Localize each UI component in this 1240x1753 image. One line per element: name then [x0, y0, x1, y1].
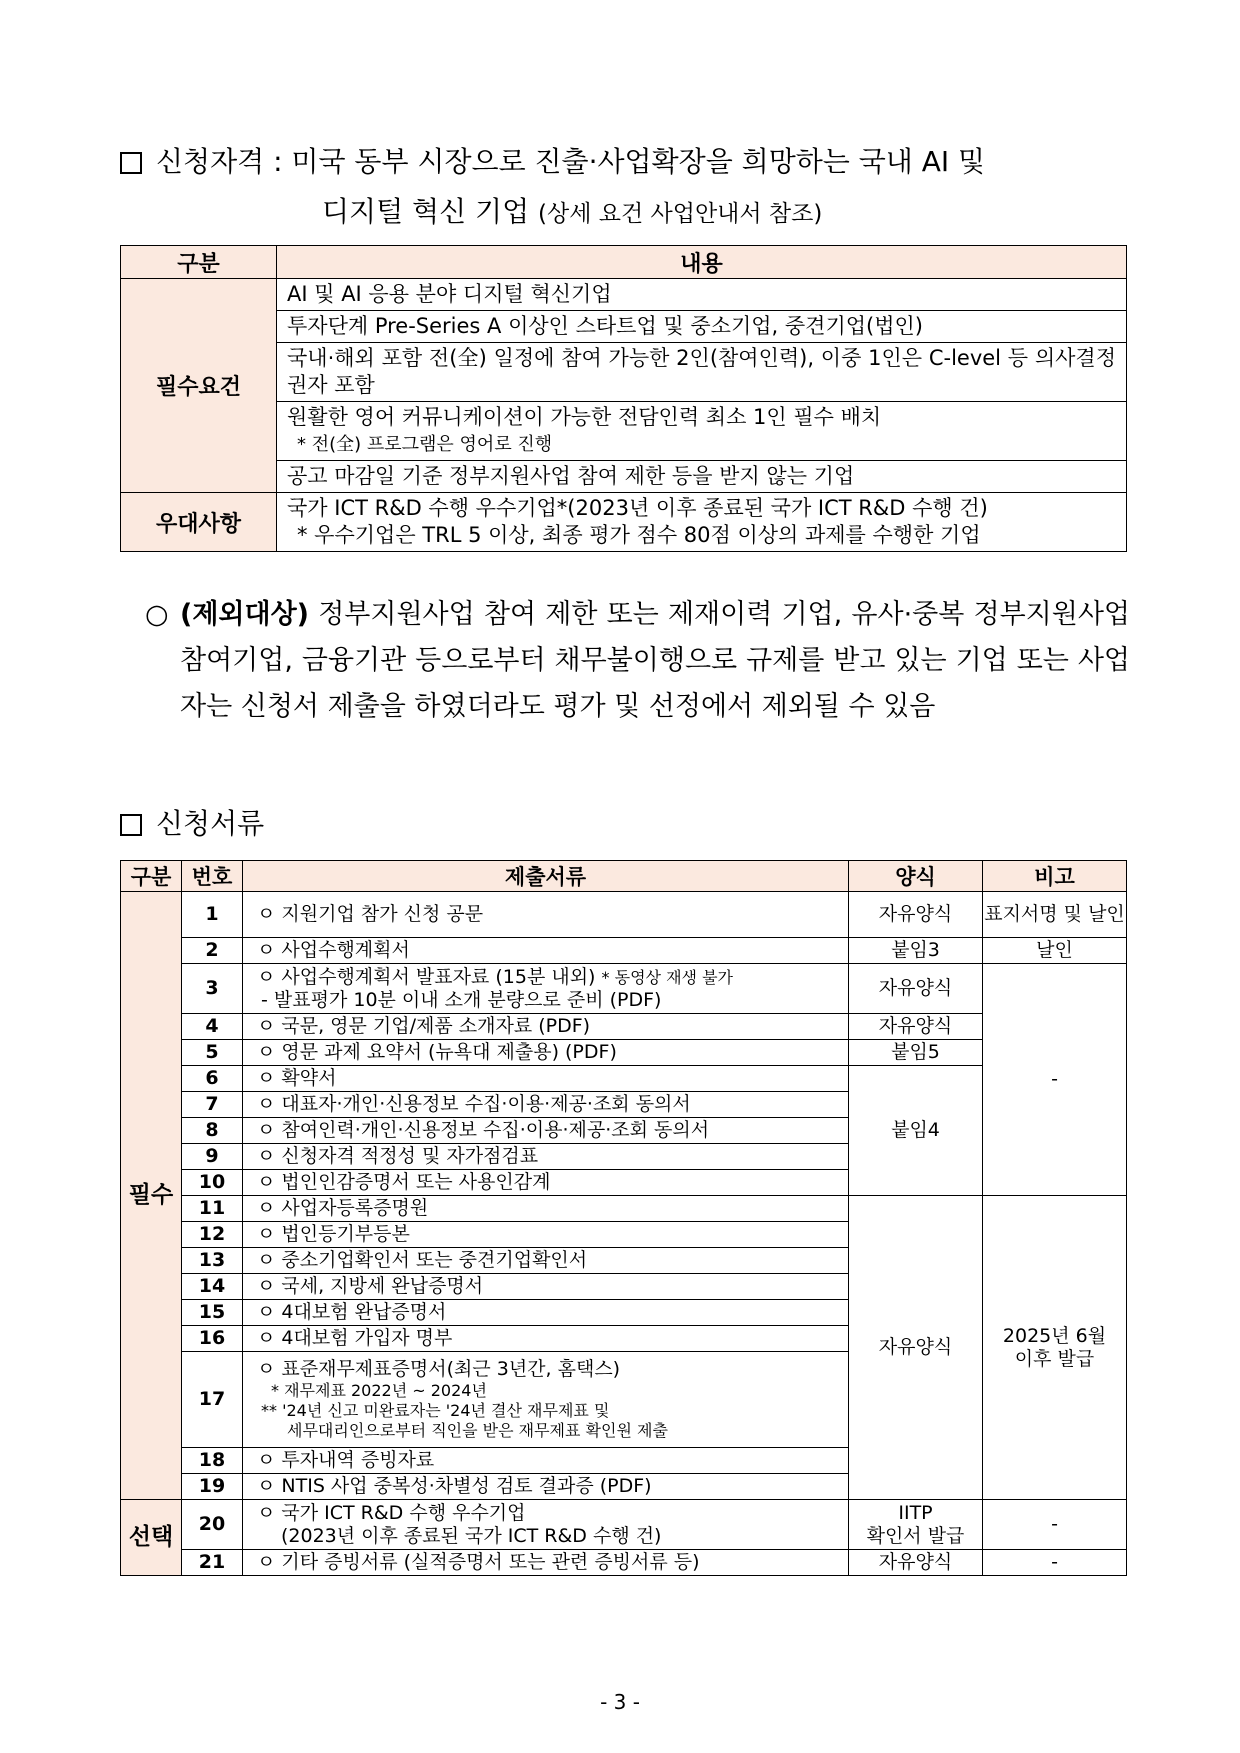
- row-document: ㅇ 투자내역 증빙자료: [243, 1448, 849, 1474]
- row-format: 붙임5: [849, 1040, 983, 1066]
- documents-heading: 신청서류: [120, 802, 264, 846]
- row-format: 자유양식: [849, 892, 983, 938]
- row-format: 붙임4: [849, 1066, 983, 1196]
- col-category-header: 구분: [121, 246, 277, 279]
- row-number: 18: [182, 1448, 243, 1474]
- required-item: 공고 마감일 기준 정부지원사업 참여 제한 등을 받지 않는 기업: [277, 461, 1127, 493]
- page-number: - 3 -: [600, 1690, 640, 1714]
- eligibility-heading: 신청자격 : 미국 동부 시장으로 진출·사업확장을 희망하는 국내 AI 및: [120, 140, 985, 184]
- row-document: ㅇ 사업자등록증명원: [243, 1196, 849, 1222]
- table-row: [121, 1500, 1127, 1550]
- required-item: 국내·해외 포함 전(全) 일정에 참여 가능한 2인(참여인력), 이중 1인은 C-level 등 의사결정권자 포함: [277, 343, 1127, 402]
- row-format: 붙임3: [849, 938, 983, 964]
- header-remark: 비고: [983, 861, 1127, 892]
- row-number: 20: [182, 1500, 243, 1550]
- preference-item: 국가 ICT R&D 수행 우수기업*(2023년 이후 종료된 국가 ICT R&D 수행 건) * 우수기업은 TRL 5 이상, 최종 평가 점수 80점 이상의 과제를 수행한 기업: [277, 493, 1127, 552]
- row-number: 4: [182, 1014, 243, 1040]
- row-document: ㅇ 지원기업 참가 신청 공문: [243, 892, 849, 938]
- row-number: 14: [182, 1274, 243, 1300]
- group-optional: 선택: [121, 1500, 182, 1576]
- table-row: [121, 1550, 1127, 1576]
- header-group: 구분: [121, 861, 182, 892]
- required-item-note: * 전(全) 프로그램은 영어로 진행: [297, 434, 553, 455]
- required-item: AI 및 AI 응용 분야 디지털 혁신기업: [277, 279, 1127, 311]
- checkbox-square-icon: [120, 152, 142, 174]
- table-row: [121, 892, 1127, 938]
- row-number: 1: [182, 892, 243, 938]
- row-remark: 날인: [983, 938, 1127, 964]
- required-item: 원활한 영어 커뮤니케이션이 가능한 전담인력 최소 1인 필수 배치 * 전(全) 프로그램은 영어로 진행: [277, 402, 1127, 461]
- required-item: 투자단계 Pre-Series A 이상인 스타트업 및 중소기업, 중견기업(법인): [277, 311, 1127, 343]
- row-document: ㅇ 법인인감증명서 또는 사용인감계: [243, 1170, 849, 1196]
- preference-note: * 우수기업은 TRL 5 이상, 최종 평가 점수 80점 이상의 과제를 수행한 기업: [297, 523, 981, 547]
- row-format: 자유양식: [849, 1014, 983, 1040]
- header-document: 제출서류: [243, 861, 849, 892]
- row-number: 8: [182, 1118, 243, 1144]
- row-number: 7: [182, 1092, 243, 1118]
- group-required: 필수: [121, 892, 182, 1500]
- row-number: 16: [182, 1326, 243, 1352]
- row-number: 21: [182, 1550, 243, 1576]
- table-row: [121, 1040, 1127, 1066]
- row-document: ㅇ 국세, 지방세 완납증명서: [243, 1274, 849, 1300]
- header-number: 번호: [182, 861, 243, 892]
- table-row: [121, 1014, 1127, 1040]
- preference-category: 우대사항: [121, 493, 277, 552]
- row-format: 자유양식: [849, 964, 983, 1014]
- exclusion-paragraph: [145, 592, 1130, 730]
- row-number: 11: [182, 1196, 243, 1222]
- row-format: 자유양식: [849, 1196, 983, 1500]
- row-format: 자유양식: [849, 1550, 983, 1576]
- row-document: ㅇ 법인등기부등본: [243, 1222, 849, 1248]
- row-document: ㅇ 신청자격 적정성 및 자가점검표: [243, 1144, 849, 1170]
- table-row: [121, 938, 1127, 964]
- table-row: [121, 964, 1127, 1014]
- row-document: ㅇ 국문, 영문 기업/제품 소개자료 (PDF): [243, 1014, 849, 1040]
- row-remark: -: [983, 1500, 1127, 1550]
- row-number: 5: [182, 1040, 243, 1066]
- row-document: ㅇ NTIS 사업 중복성·차별성 검토 결과증 (PDF): [243, 1474, 849, 1500]
- bullet-icon: ○: [145, 599, 169, 630]
- eligibility-table: [120, 245, 1127, 552]
- col-content-header: 내용: [277, 246, 1127, 279]
- row-document: ㅇ 기타 증빙서류 (실적증명서 또는 관련 증빙서류 등): [243, 1550, 849, 1576]
- table-row: [121, 1196, 1127, 1222]
- row-format: IITP 확인서 발급: [849, 1500, 983, 1550]
- row-document: ㅇ 대표자·개인·신용정보 수집·이용·제공·조회 동의서: [243, 1092, 849, 1118]
- row-document: ㅇ 표준재무제표증명서(최근 3년간, 홈택스) * 재무제표 2022년 ~ 2024년 ** '24년 신고 미완료자는 '24년 결산 재무제표 및 세무대리인으로부터 직인을 받은 재무제표 확인원 제출: [243, 1352, 849, 1448]
- row-document: ㅇ 4대보험 가입자 명부: [243, 1326, 849, 1352]
- row-number: 10: [182, 1170, 243, 1196]
- row-number: 13: [182, 1248, 243, 1274]
- row-number: 17: [182, 1352, 243, 1448]
- row-number: 3: [182, 964, 243, 1014]
- row-document: ㅇ 사업수행계획서: [243, 938, 849, 964]
- row-remark: 2025년 6월 이후 발급: [983, 1196, 1127, 1500]
- documents-table: [120, 860, 1127, 1576]
- table-row: [121, 1066, 1127, 1092]
- row-document: ㅇ 확약서: [243, 1066, 849, 1092]
- row-document: ㅇ 사업수행계획서 발표자료 (15분 내외) * 동영상 재생 불가 - 발표평가 10분 이내 소개 분량으로 준비 (PDF): [243, 964, 849, 1014]
- header-format: 양식: [849, 861, 983, 892]
- row-number: 2: [182, 938, 243, 964]
- row-number: 6: [182, 1066, 243, 1092]
- row-remark: -: [983, 964, 1127, 1196]
- row-document: ㅇ 4대보험 완납증명서: [243, 1300, 849, 1326]
- row-number: 9: [182, 1144, 243, 1170]
- row-remark: -: [983, 1550, 1127, 1576]
- exclusion-text: 정부지원사업 참여 제한 또는 제재이력 기업, 유사·중복 정부지원사업 참여기업, 금융기관 등으로부터 채무불이행으로 규제를 받고 있는 기업 또는 사업자는 신청서 제출을 하였더라도 평가 및 선정에서 제외될 수 있음: [180, 599, 1130, 722]
- row-number: 12: [182, 1222, 243, 1248]
- row-document: ㅇ 참여인력·개인·신용정보 수집·이용·제공·조회 동의서: [243, 1118, 849, 1144]
- required-category: 필수요건: [121, 279, 277, 493]
- row-number: 19: [182, 1474, 243, 1500]
- row-document: ㅇ 중소기업확인서 또는 중견기업확인서: [243, 1248, 849, 1274]
- row-document: ㅇ 영문 과제 요약서 (뉴욕대 제출용) (PDF): [243, 1040, 849, 1066]
- eligibility-heading-line2: 디지털 혁신 기업 (상세 요건 사업안내서 참조): [322, 195, 823, 228]
- exclusion-title: (제외대상): [180, 599, 310, 630]
- row-remark: 표지서명 및 날인: [983, 892, 1127, 938]
- row-number: 15: [182, 1300, 243, 1326]
- row-document: ㅇ 국가 ICT R&D 수행 우수기업 (2023년 이후 종료된 국가 ICT R&D 수행 건): [243, 1500, 849, 1550]
- checkbox-square-icon: [120, 814, 142, 836]
